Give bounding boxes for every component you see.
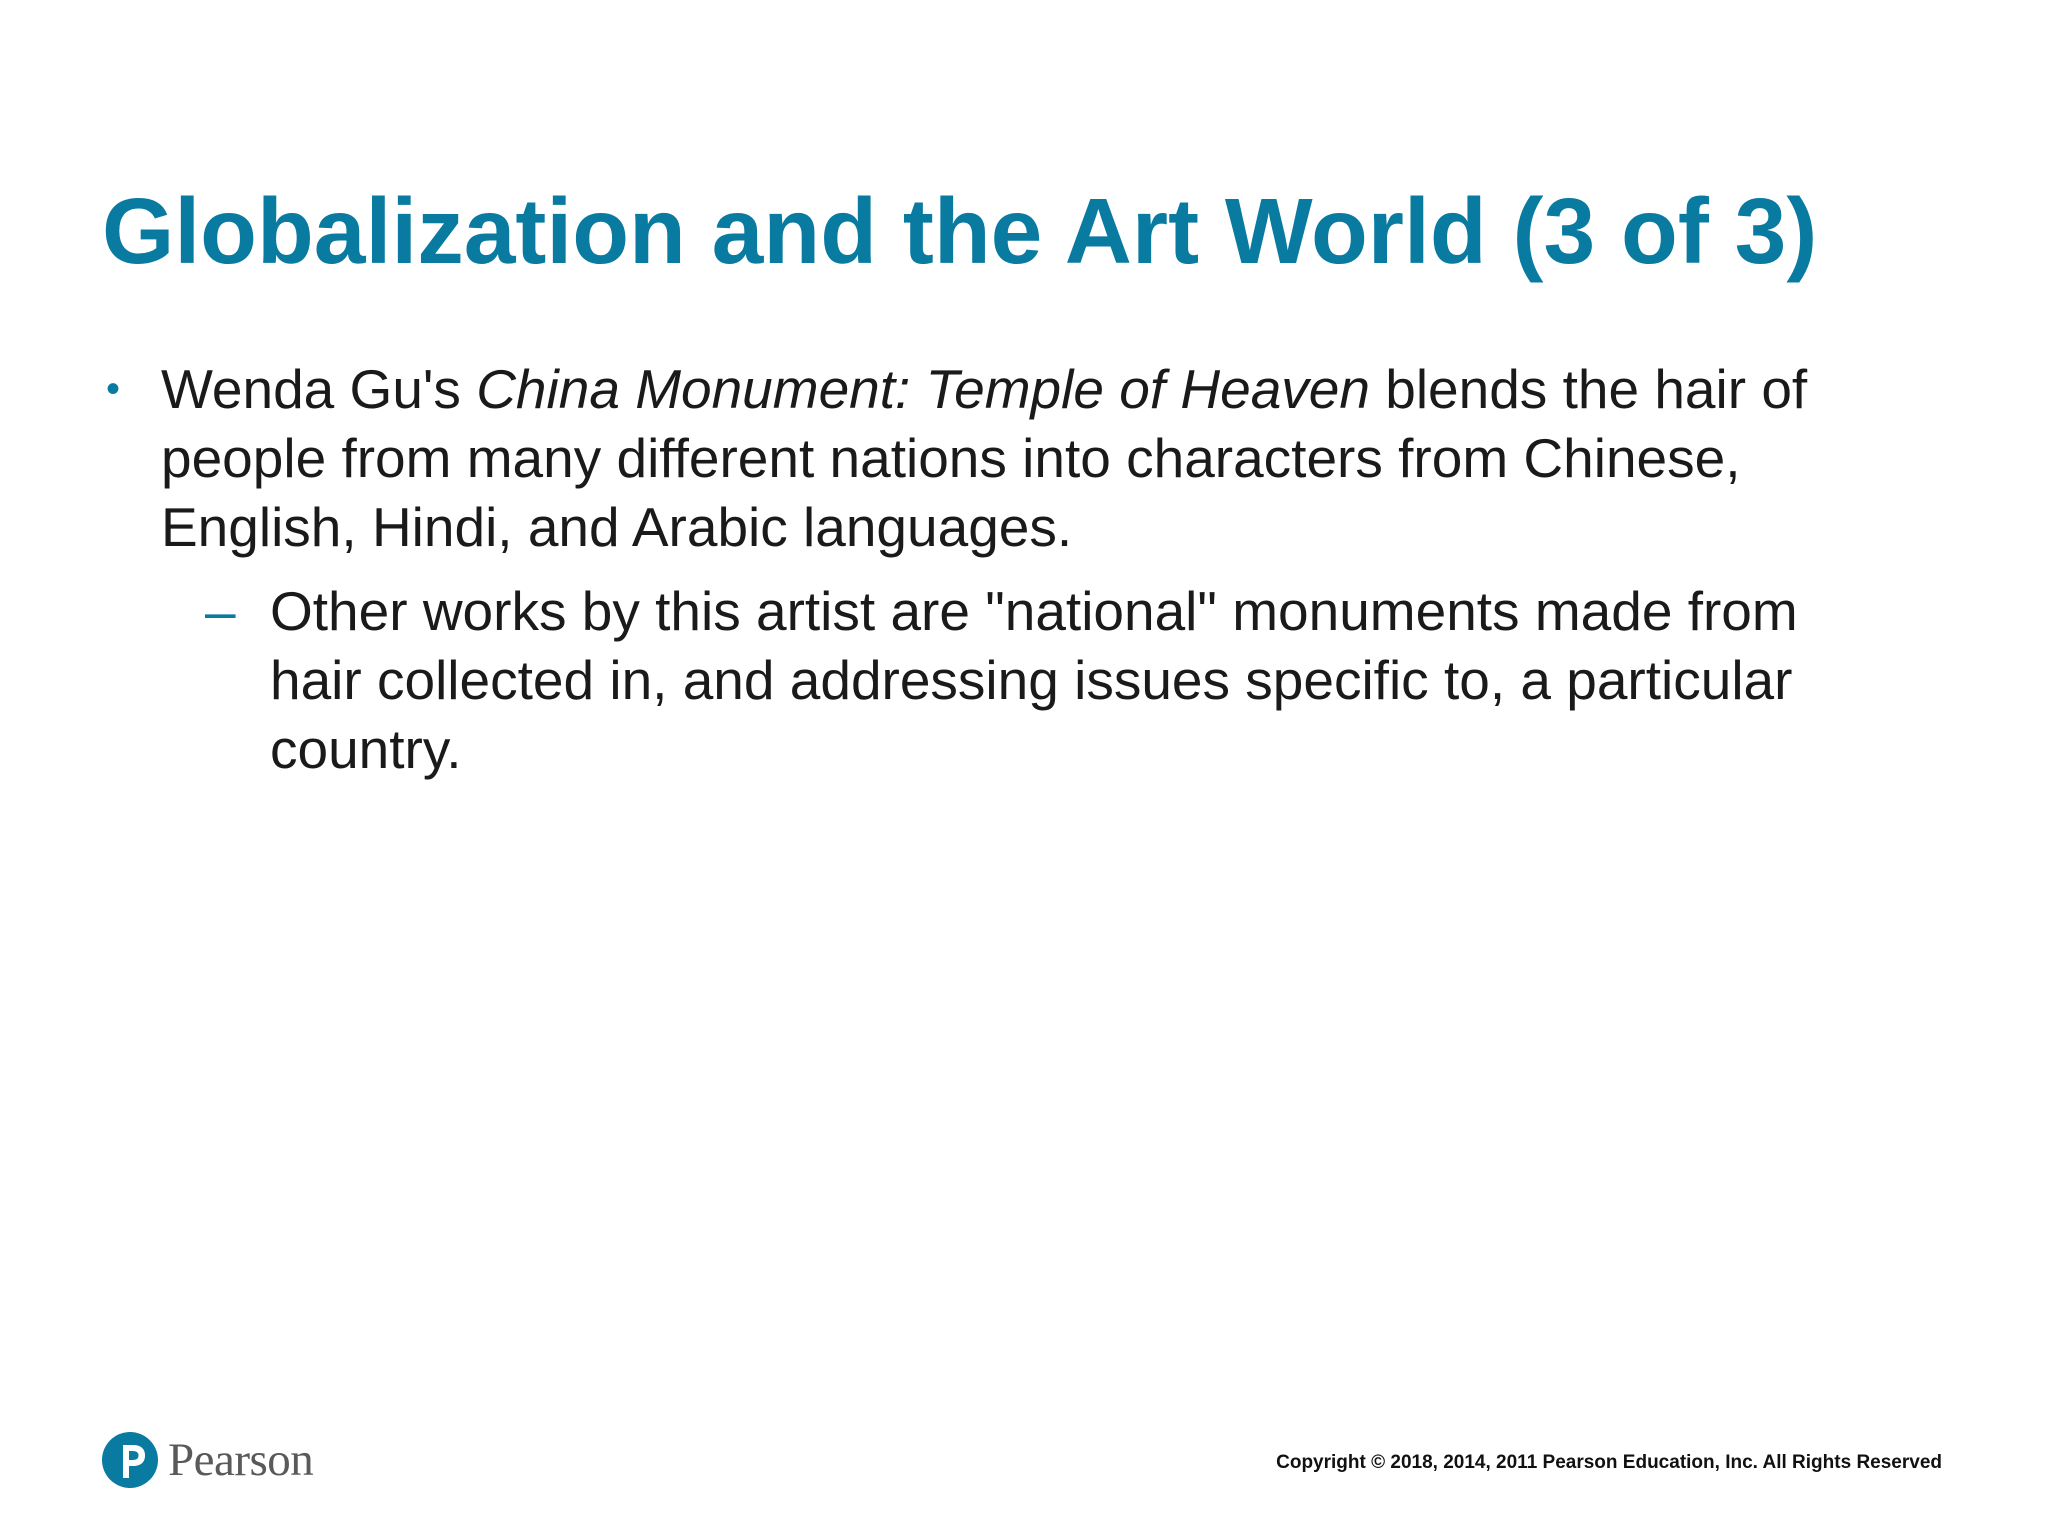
pearson-p-logo-icon bbox=[102, 1428, 158, 1492]
slide-title: Globalization and the Art World (3 of 3) bbox=[102, 179, 1818, 283]
pearson-logo bbox=[102, 1428, 313, 1492]
bullet-text-end: blends the hair of people from many different nations into characters from Chinese, English, Hindi, and Arabic languages. bbox=[161, 358, 1808, 558]
bullet-item bbox=[102, 355, 1902, 562]
bullet-marker: • bbox=[106, 367, 121, 411]
sub-bullet-item bbox=[202, 577, 1902, 784]
bullet-text bbox=[161, 355, 1902, 562]
slide-body bbox=[102, 355, 1902, 784]
bullet-text-start: Wenda Gu's bbox=[161, 358, 477, 420]
sub-bullet-marker: – bbox=[205, 580, 236, 642]
copyright-notice: Copyright © 2018, 2014, 2011 Pearson Education, Inc. All Rights Reserved bbox=[1276, 1452, 1942, 1473]
logo-text: Pearson bbox=[168, 1434, 314, 1486]
artwork-title: China Monument: Temple of Heaven bbox=[476, 358, 1370, 420]
sub-bullet-text: Other works by this artist are "national" monuments made from hair collected in, and addressing issues specific to, a particular country. bbox=[270, 580, 1798, 780]
